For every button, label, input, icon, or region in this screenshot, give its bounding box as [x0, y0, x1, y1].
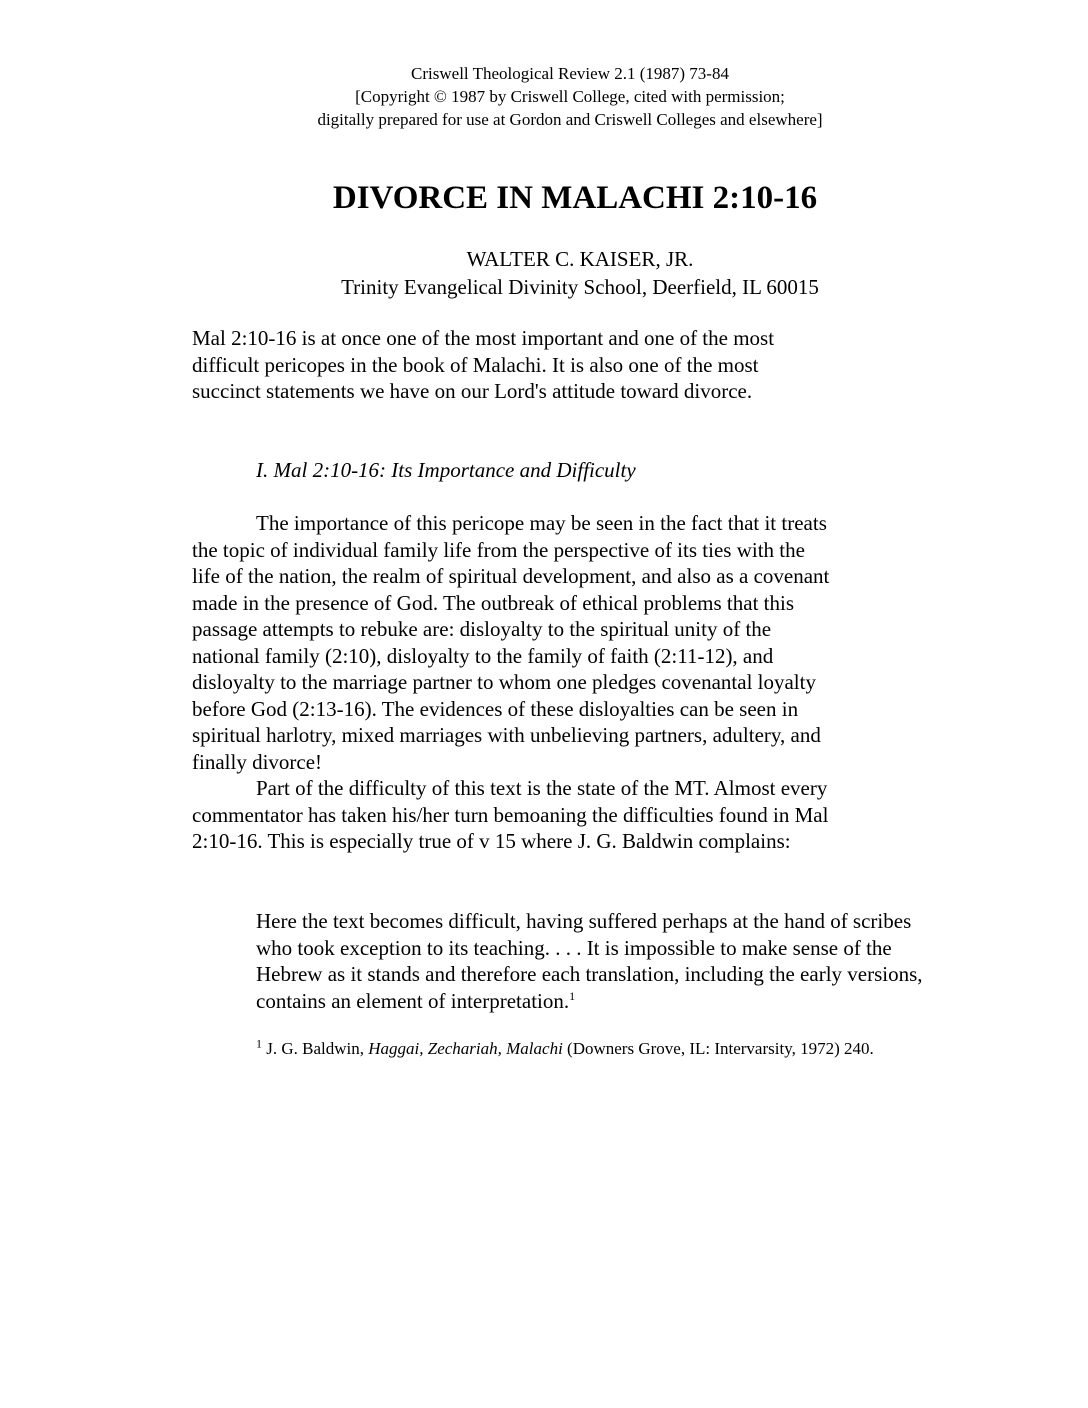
- article-title: DIVORCE IN MALACHI 2:10-16: [332, 180, 818, 216]
- journal-citation: Criswell Theological Review 2.1 (1987) 73-84: [411, 64, 729, 83]
- author-affiliation: Trinity Evangelical Divinity School, Deerfield, IL 60015: [341, 275, 819, 299]
- quotation-text: Here the text becomes difficult, having suffered perhaps at the hand of scribes who took exception to its teaching. . . . It is impossible to make sense of the Hebrew as it stands and therefore each translation, including the early versions, contains an element of interpretation.: [256, 909, 923, 1013]
- footnote-number: 1: [256, 1036, 262, 1051]
- body-paragraph: The importance of this pericope may be seen in the fact that it treats the topic of individual family life from the perspective of its ties with the life of the nation, the realm of spiritual development, and also as a covenant made in the presence of God. The outbreak of ethical problems that this passage attempts to rebuke are: disloyalty to the spiritual unity of the national family (2:10), disloyalty to the family of faith (2:11-12), and disloyalty to the marriage partner to whom one pledges covenantal loyalty before God (2:13-16). The evidences of these disloyalties can be seen in spiritual harlotry, mixed marriages with unbelieving partners, adultery, and finally divorce!: [192, 511, 830, 774]
- footnote-text-after: (Downers Grove, IL: Intervarsity, 1972) 240.: [562, 1039, 874, 1058]
- copyright-notice: [Copyright © 1987 by Criswell College, cited with permission;: [355, 87, 785, 106]
- digital-preparation-note: digitally prepared for use at Gordon and Criswell Colleges and elsewhere]: [317, 110, 823, 129]
- author-name: WALTER C. KAISER, JR.: [466, 247, 694, 271]
- section-heading: I. Mal 2:10-16: Its Importance and Difficulty: [256, 458, 636, 482]
- journal-masthead: [250, 62, 890, 131]
- byline: [300, 245, 860, 301]
- footnote-book-title: Haggai, Zechariah, Malachi: [368, 1039, 563, 1058]
- abstract-paragraph: Mal 2:10-16 is at once one of the most important and one of the most difficult pericopes in the book of Malachi. It is also one of the most succinct statements we have on our Lord's attitude toward divorce.: [192, 326, 775, 403]
- section-body: [192, 510, 834, 855]
- footnote-text-before: J. G. Baldwin,: [262, 1039, 369, 1058]
- body-paragraph: Part of the difficulty of this text is the state of the MT. Almost every commentator has taken his/her turn bemoaning the difficulties found in Mal 2:10-16. This is especially true of v 15 where J. G. Baldwin complains:: [192, 776, 829, 853]
- footnote-reference[interactable]: 1: [569, 988, 576, 1003]
- block-quotation: [256, 908, 938, 1014]
- footnote: [192, 1036, 892, 1061]
